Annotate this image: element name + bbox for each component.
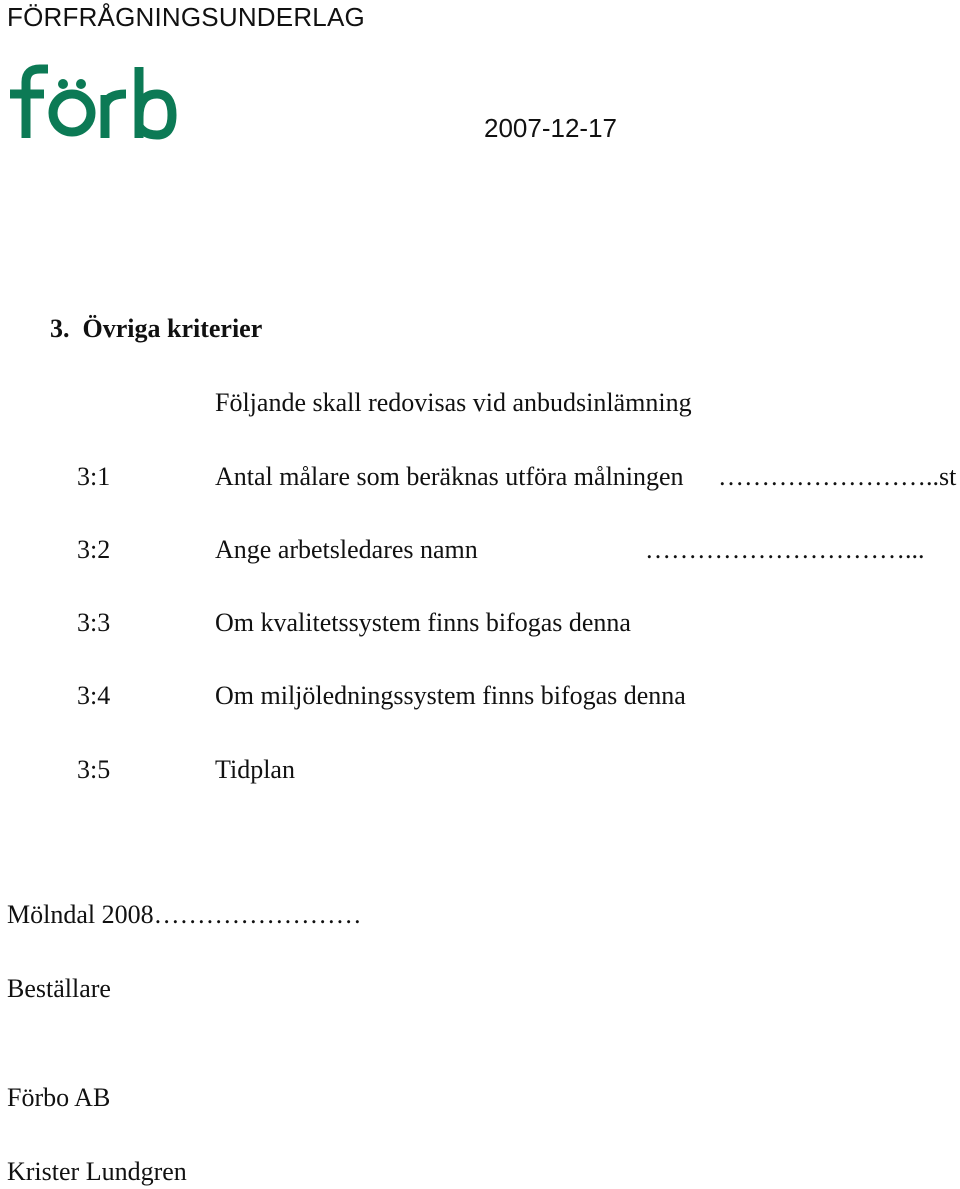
criterion-row bbox=[0, 681, 960, 715]
criterion-fill-line: ……………………..st bbox=[718, 462, 957, 491]
signature-name: Krister Lundgren bbox=[7, 1157, 187, 1186]
criterion-row bbox=[0, 608, 960, 642]
signature-role: Beställare bbox=[7, 974, 111, 1003]
criterion-text: Antal målare som beräknas utföra målningen bbox=[215, 462, 684, 491]
criterion-number: 3:2 bbox=[77, 535, 111, 564]
signature-place-date: Mölndal 2008…………………… bbox=[7, 900, 362, 929]
criterion-text: Tidplan bbox=[215, 755, 295, 784]
criterion-text: Om kvalitetssystem finns bifogas denna bbox=[215, 608, 631, 637]
signature-company: Förbo AB bbox=[7, 1083, 111, 1112]
criterion-row bbox=[0, 535, 960, 569]
section-title: 3. Övriga kriterier bbox=[50, 314, 263, 343]
criterion-text: Om miljöledningssystem finns bifogas denna bbox=[215, 681, 686, 710]
criterion-fill-line: …………………………... bbox=[645, 535, 925, 564]
criterion-number: 3:1 bbox=[77, 462, 111, 491]
criterion-row bbox=[0, 755, 960, 789]
criterion-row bbox=[0, 462, 960, 496]
document-date: 2007-12-17 bbox=[484, 113, 617, 143]
criterion-text: Ange arbetsledares namn bbox=[215, 535, 478, 564]
criterion-number: 3:5 bbox=[77, 755, 111, 784]
criterion-number: 3:3 bbox=[77, 608, 111, 637]
section-intro: Följande skall redovisas vid anbudsinlämning bbox=[215, 388, 692, 417]
document-header-title: FÖRFRÅGNINGSUNDERLAG bbox=[7, 2, 365, 32]
criterion-number: 3:4 bbox=[77, 681, 111, 710]
forbo-logo bbox=[4, 62, 196, 140]
